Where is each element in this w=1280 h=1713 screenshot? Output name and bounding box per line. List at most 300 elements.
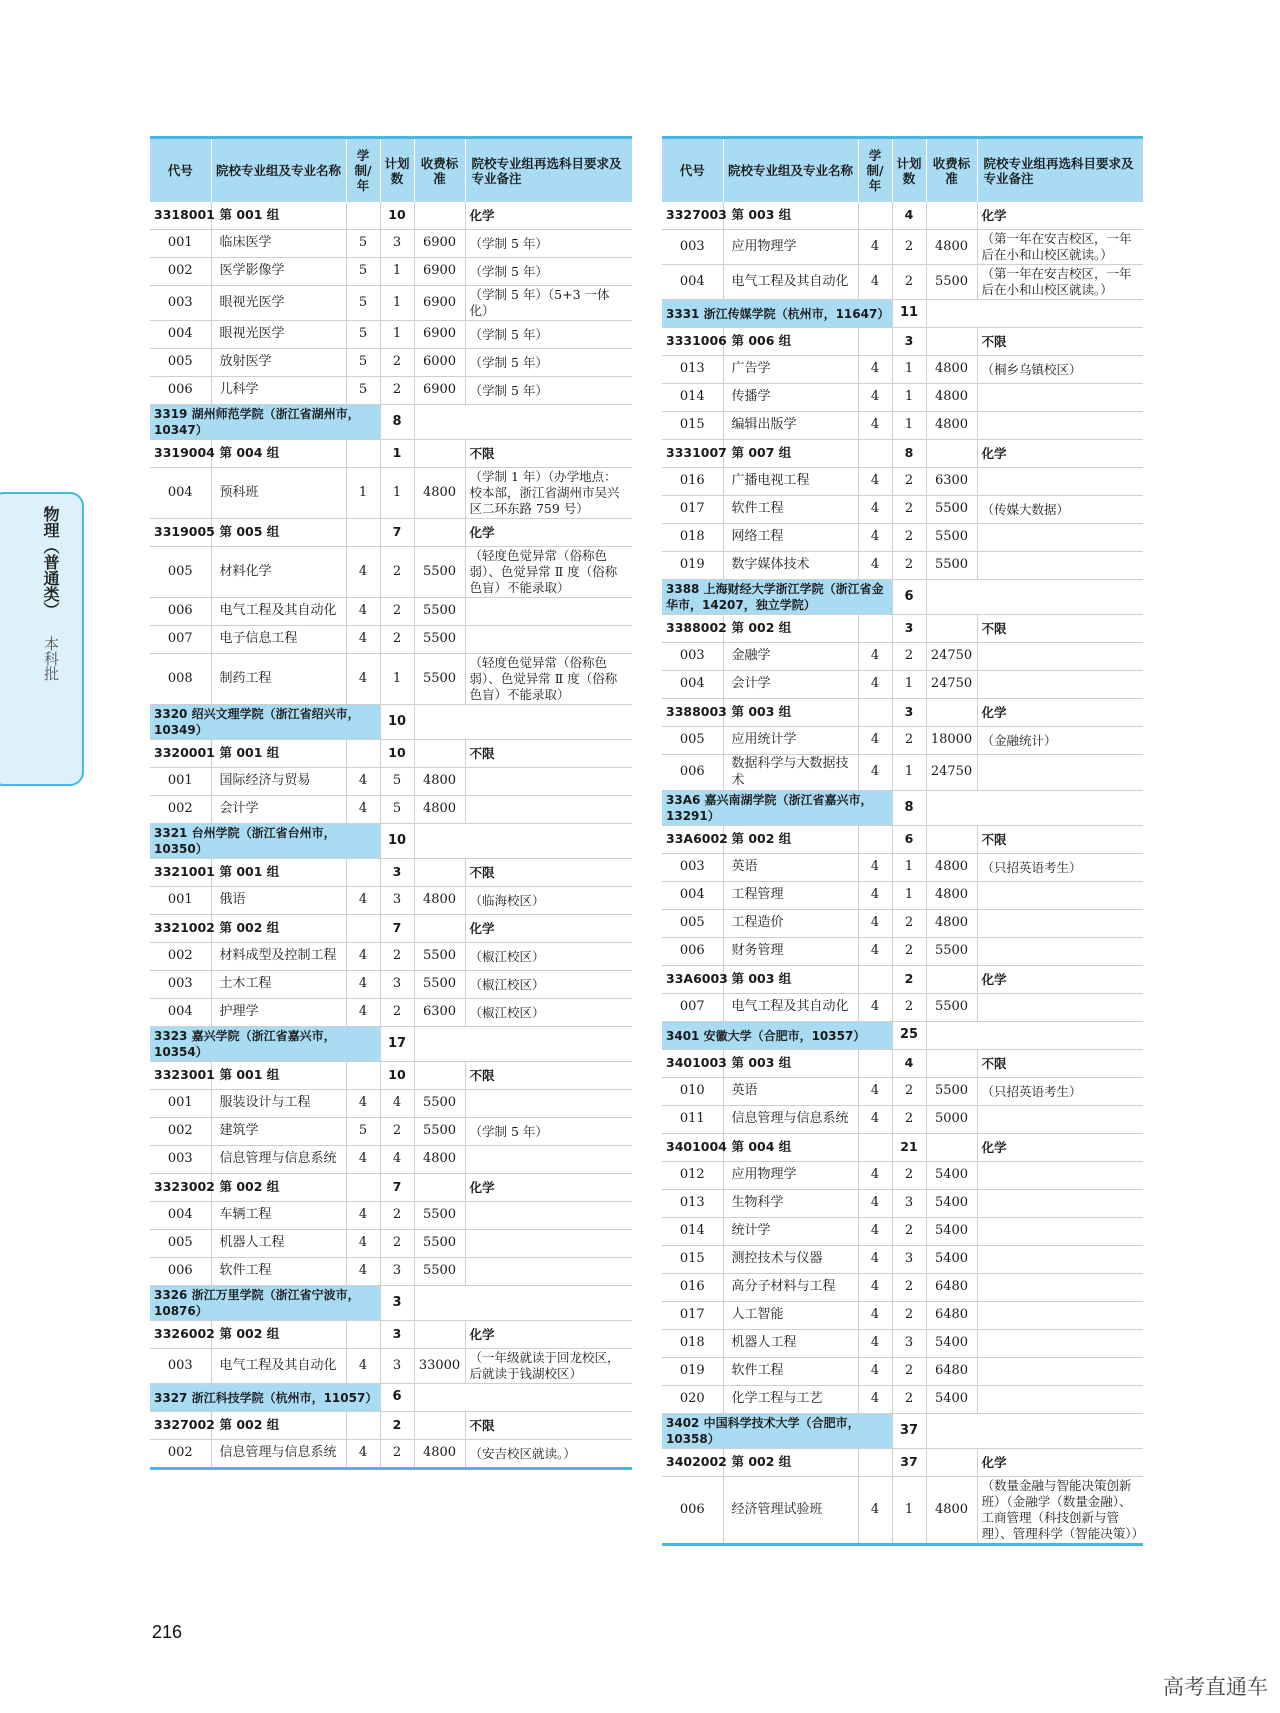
major-plan: 2 <box>892 1386 926 1414</box>
major-duration: 4 <box>346 1349 380 1384</box>
major-plan: 2 <box>380 547 414 598</box>
school-empty <box>414 1286 632 1321</box>
group-plan: 21 <box>892 1134 926 1162</box>
group-plan: 4 <box>892 1050 926 1078</box>
major-plan: 4 <box>380 1090 414 1118</box>
major-duration: 4 <box>858 727 892 755</box>
major-name: 临床医学 <box>211 230 346 258</box>
major-code: 015 <box>662 1246 723 1274</box>
major-code: 010 <box>662 1078 723 1106</box>
major-duration: 4 <box>858 1302 892 1330</box>
major-plan: 1 <box>892 1477 926 1545</box>
group-sys <box>346 1174 380 1202</box>
group-subject-req: 不限 <box>977 615 1143 643</box>
major-row <box>150 377 632 405</box>
header-note: 院校专业组再选科目要求及专业备注 <box>977 138 1143 203</box>
major-row <box>662 384 1143 412</box>
major-name: 信息管理与信息系统 <box>723 1106 858 1134</box>
major-name: 软件工程 <box>723 1358 858 1386</box>
major-plan: 2 <box>380 349 414 377</box>
group-fee <box>414 1174 465 1202</box>
major-code: 016 <box>662 1274 723 1302</box>
major-row <box>662 1330 1143 1358</box>
group-code: 33A6002 <box>662 826 723 854</box>
major-row <box>662 1106 1143 1134</box>
school-plan: 37 <box>892 1414 926 1449</box>
school-name: 3331 浙江传媒学院（杭州市，11647） <box>662 300 892 328</box>
major-name: 材料成型及控制工程 <box>211 943 346 971</box>
major-plan: 3 <box>380 1349 414 1384</box>
group-row <box>662 1134 1143 1162</box>
header-plan: 计划数 <box>892 138 926 203</box>
major-row <box>150 943 632 971</box>
right-column <box>662 136 1143 1546</box>
group-fee <box>414 1062 465 1090</box>
school-name: 3319 湖州师范学院（浙江省湖州市，10347） <box>150 405 380 440</box>
group-row <box>150 519 632 547</box>
major-note: （学制 5 年） <box>465 258 632 286</box>
major-note: （学制 5 年）（5+3 一体化） <box>465 286 632 321</box>
group-name: 第 002 组 <box>723 826 858 854</box>
major-code: 001 <box>150 1090 211 1118</box>
major-duration: 4 <box>858 230 892 265</box>
school-row <box>662 791 1143 826</box>
major-duration: 4 <box>858 1190 892 1218</box>
group-row <box>150 1321 632 1349</box>
major-plan: 2 <box>892 1218 926 1246</box>
major-row <box>662 854 1143 882</box>
school-empty <box>414 1384 632 1412</box>
major-plan: 2 <box>892 1162 926 1190</box>
major-row <box>662 755 1143 791</box>
major-duration: 4 <box>346 943 380 971</box>
major-duration: 4 <box>858 643 892 671</box>
major-fee: 4800 <box>926 854 977 882</box>
major-note <box>977 524 1143 552</box>
major-row <box>662 1386 1143 1414</box>
header-name: 院校专业组及专业名称 <box>211 138 346 203</box>
major-row <box>150 654 632 705</box>
major-plan: 1 <box>380 654 414 705</box>
major-name: 应用物理学 <box>723 230 858 265</box>
major-duration: 4 <box>346 626 380 654</box>
group-row <box>150 915 632 943</box>
major-note <box>977 1386 1143 1414</box>
major-name: 制药工程 <box>211 654 346 705</box>
group-subject-req: 不限 <box>465 740 632 768</box>
group-plan: 37 <box>892 1449 926 1477</box>
major-name: 建筑学 <box>211 1118 346 1146</box>
major-code: 008 <box>150 654 211 705</box>
group-code: 3388002 <box>662 615 723 643</box>
major-duration: 4 <box>346 547 380 598</box>
major-plan: 4 <box>380 1146 414 1174</box>
group-subject-req: 化学 <box>465 1321 632 1349</box>
major-note <box>977 1274 1143 1302</box>
major-plan: 1 <box>892 412 926 440</box>
major-code: 001 <box>150 230 211 258</box>
group-sys <box>346 915 380 943</box>
major-duration: 4 <box>858 882 892 910</box>
group-subject-req: 化学 <box>977 1134 1143 1162</box>
major-name: 眼视光医学 <box>211 286 346 321</box>
major-row <box>662 412 1143 440</box>
group-subject-req: 化学 <box>977 699 1143 727</box>
major-duration: 4 <box>858 468 892 496</box>
major-row <box>662 1078 1143 1106</box>
major-code: 014 <box>662 384 723 412</box>
major-fee: 5400 <box>926 1190 977 1218</box>
group-subject-req: 不限 <box>465 859 632 887</box>
major-code: 002 <box>150 258 211 286</box>
group-fee <box>926 826 977 854</box>
major-note <box>977 552 1143 580</box>
major-duration: 5 <box>346 377 380 405</box>
major-code: 006 <box>150 377 211 405</box>
major-fee: 4800 <box>926 1477 977 1545</box>
major-duration: 4 <box>346 971 380 999</box>
major-note <box>977 1218 1143 1246</box>
major-duration: 4 <box>858 1477 892 1545</box>
group-name: 第 001 组 <box>211 740 346 768</box>
major-name: 软件工程 <box>211 1258 346 1286</box>
major-note <box>977 994 1143 1022</box>
page-number: 216 <box>152 1622 183 1642</box>
major-duration: 4 <box>858 1330 892 1358</box>
major-duration: 4 <box>346 1090 380 1118</box>
major-code: 006 <box>150 598 211 626</box>
major-name: 金融学 <box>723 643 858 671</box>
group-code: 3402002 <box>662 1449 723 1477</box>
major-duration: 4 <box>858 1106 892 1134</box>
major-note: （椒江校区） <box>465 971 632 999</box>
major-note <box>465 1202 632 1230</box>
major-name: 数字媒体技术 <box>723 552 858 580</box>
major-duration: 5 <box>346 230 380 258</box>
major-note <box>465 796 632 824</box>
major-name: 护理学 <box>211 999 346 1027</box>
major-code: 004 <box>150 468 211 519</box>
major-plan: 2 <box>892 643 926 671</box>
group-code: 3401003 <box>662 1050 723 1078</box>
major-row <box>150 887 632 915</box>
group-subject-req: 化学 <box>465 915 632 943</box>
major-fee: 5500 <box>414 1258 465 1286</box>
group-sys <box>346 859 380 887</box>
major-note <box>465 1090 632 1118</box>
major-duration: 5 <box>346 349 380 377</box>
group-fee <box>414 1321 465 1349</box>
group-subject-req: 化学 <box>465 202 632 230</box>
major-row <box>662 727 1143 755</box>
group-plan: 3 <box>892 615 926 643</box>
school-name: 3402 中国科学技术大学（合肥市，10358） <box>662 1414 892 1449</box>
major-fee: 5400 <box>926 1218 977 1246</box>
major-name: 电气工程及其自动化 <box>211 1349 346 1384</box>
major-code: 015 <box>662 412 723 440</box>
major-note: （椒江校区） <box>465 999 632 1027</box>
major-duration: 4 <box>346 1440 380 1469</box>
group-plan: 8 <box>892 440 926 468</box>
watermark: 高考直通车 <box>1163 1675 1268 1699</box>
group-name: 第 001 组 <box>211 1062 346 1090</box>
school-name: 3327 浙江科技学院（杭州市，11057） <box>150 1384 380 1412</box>
group-name: 第 002 组 <box>211 1321 346 1349</box>
major-name: 服装设计与工程 <box>211 1090 346 1118</box>
major-code: 007 <box>150 626 211 654</box>
major-duration: 5 <box>346 258 380 286</box>
school-empty <box>926 791 1143 826</box>
header-code: 代号 <box>150 138 211 203</box>
major-row <box>150 1146 632 1174</box>
major-plan: 2 <box>892 468 926 496</box>
major-code: 019 <box>662 1358 723 1386</box>
major-fee: 5400 <box>926 1162 977 1190</box>
major-fee: 5500 <box>414 971 465 999</box>
group-sys <box>346 1321 380 1349</box>
major-note <box>977 468 1143 496</box>
major-name: 眼视光医学 <box>211 321 346 349</box>
group-sys <box>858 328 892 356</box>
major-duration: 4 <box>346 1146 380 1174</box>
group-row <box>662 966 1143 994</box>
major-code: 004 <box>150 999 211 1027</box>
group-code: 3319005 <box>150 519 211 547</box>
group-fee <box>926 202 977 230</box>
group-plan: 3 <box>380 859 414 887</box>
major-fee: 6480 <box>926 1302 977 1330</box>
admission-table-left <box>150 136 632 1470</box>
major-code: 003 <box>662 854 723 882</box>
major-code: 001 <box>150 768 211 796</box>
group-code: 3321001 <box>150 859 211 887</box>
school-empty <box>926 1414 1143 1449</box>
major-name: 电气工程及其自动化 <box>211 598 346 626</box>
major-row <box>662 1358 1143 1386</box>
major-code: 016 <box>662 468 723 496</box>
side-tab-subtitle: 本科批 <box>42 636 60 681</box>
major-name: 土木工程 <box>211 971 346 999</box>
major-row <box>150 768 632 796</box>
school-name: 3388 上海财经大学浙江学院（浙江省金华市，14207，独立学院） <box>662 580 892 615</box>
major-row <box>150 999 632 1027</box>
table-header-row <box>150 138 632 203</box>
major-duration: 4 <box>858 265 892 300</box>
major-row <box>150 626 632 654</box>
major-row <box>662 552 1143 580</box>
major-fee: 5500 <box>926 938 977 966</box>
major-plan: 2 <box>380 999 414 1027</box>
major-name: 测控技术与仪器 <box>723 1246 858 1274</box>
major-fee: 5500 <box>414 654 465 705</box>
major-name: 广告学 <box>723 356 858 384</box>
major-name: 高分子材料与工程 <box>723 1274 858 1302</box>
major-fee: 6900 <box>414 258 465 286</box>
major-row <box>150 468 632 519</box>
major-name: 应用物理学 <box>723 1162 858 1190</box>
school-plan: 8 <box>892 791 926 826</box>
school-empty <box>926 580 1143 615</box>
group-row <box>150 1062 632 1090</box>
group-subject-req: 化学 <box>465 1174 632 1202</box>
group-subject-req: 不限 <box>465 440 632 468</box>
major-row <box>150 971 632 999</box>
major-name: 电气工程及其自动化 <box>723 265 858 300</box>
school-name: 33A6 嘉兴南湖学院（浙江省嘉兴市，13291） <box>662 791 892 826</box>
group-code: 3331007 <box>662 440 723 468</box>
major-duration: 4 <box>858 552 892 580</box>
group-row <box>150 202 632 230</box>
major-fee: 5500 <box>926 265 977 300</box>
group-fee <box>926 615 977 643</box>
school-plan: 10 <box>380 824 414 859</box>
group-name: 第 007 组 <box>723 440 858 468</box>
major-plan: 1 <box>892 384 926 412</box>
school-row <box>150 1027 632 1062</box>
major-note: （椒江校区） <box>465 943 632 971</box>
major-plan: 2 <box>892 496 926 524</box>
major-code: 013 <box>662 356 723 384</box>
major-code: 003 <box>150 1349 211 1384</box>
major-name: 传播学 <box>723 384 858 412</box>
major-name: 生物科学 <box>723 1190 858 1218</box>
major-row <box>150 1440 632 1469</box>
major-row <box>662 496 1143 524</box>
major-note <box>977 1106 1143 1134</box>
major-fee: 5500 <box>926 994 977 1022</box>
group-name: 第 005 组 <box>211 519 346 547</box>
major-duration: 4 <box>858 938 892 966</box>
major-plan: 2 <box>892 1274 926 1302</box>
school-row <box>150 1286 632 1321</box>
major-fee: 4800 <box>926 356 977 384</box>
major-code: 004 <box>662 671 723 699</box>
major-note <box>977 910 1143 938</box>
group-sys <box>858 1449 892 1477</box>
group-sys <box>858 615 892 643</box>
major-name: 预科班 <box>211 468 346 519</box>
group-plan: 4 <box>892 202 926 230</box>
group-code: 3401004 <box>662 1134 723 1162</box>
major-name: 广播电视工程 <box>723 468 858 496</box>
major-name: 信息管理与信息系统 <box>211 1146 346 1174</box>
major-plan: 2 <box>380 626 414 654</box>
major-plan: 2 <box>380 1202 414 1230</box>
group-fee <box>926 328 977 356</box>
major-note <box>977 384 1143 412</box>
major-duration: 5 <box>346 286 380 321</box>
major-note <box>977 1358 1143 1386</box>
major-row <box>662 910 1143 938</box>
major-plan: 2 <box>892 1358 926 1386</box>
group-sys <box>858 202 892 230</box>
major-fee: 5500 <box>414 1230 465 1258</box>
school-plan: 11 <box>892 300 926 328</box>
major-row <box>662 1477 1143 1545</box>
group-row <box>662 699 1143 727</box>
major-plan: 1 <box>380 468 414 519</box>
major-plan: 2 <box>380 1440 414 1469</box>
major-fee: 4800 <box>926 412 977 440</box>
major-name: 工程造价 <box>723 910 858 938</box>
major-fee: 5500 <box>414 547 465 598</box>
major-note: （安吉校区就读。） <box>465 1440 632 1469</box>
side-tab-title: 物理（普通类） <box>41 506 60 618</box>
major-code: 004 <box>150 1202 211 1230</box>
major-note <box>465 1146 632 1174</box>
major-plan: 2 <box>892 1302 926 1330</box>
major-code: 014 <box>662 1218 723 1246</box>
group-name: 第 003 组 <box>723 1050 858 1078</box>
major-row <box>150 796 632 824</box>
group-name: 第 006 组 <box>723 328 858 356</box>
header-note: 院校专业组再选科目要求及专业备注 <box>465 138 632 203</box>
major-row <box>662 265 1143 300</box>
major-name: 英语 <box>723 1078 858 1106</box>
major-duration: 4 <box>346 768 380 796</box>
group-code: 33A6003 <box>662 966 723 994</box>
major-name: 机器人工程 <box>723 1330 858 1358</box>
major-plan: 2 <box>380 943 414 971</box>
major-fee: 6900 <box>414 377 465 405</box>
school-row <box>150 705 632 740</box>
major-note <box>465 1258 632 1286</box>
school-empty <box>414 1027 632 1062</box>
major-note <box>977 882 1143 910</box>
group-sys <box>346 202 380 230</box>
major-plan: 5 <box>380 768 414 796</box>
major-note: （学制 5 年） <box>465 321 632 349</box>
major-plan: 3 <box>380 230 414 258</box>
major-duration: 4 <box>858 384 892 412</box>
major-duration: 4 <box>346 1230 380 1258</box>
major-fee: 4800 <box>414 468 465 519</box>
group-subject-req: 不限 <box>977 1050 1143 1078</box>
group-sys <box>858 826 892 854</box>
group-code: 3321002 <box>150 915 211 943</box>
major-plan: 5 <box>380 796 414 824</box>
major-note: （金融统计） <box>977 727 1143 755</box>
major-plan: 2 <box>380 1230 414 1258</box>
major-duration: 4 <box>858 854 892 882</box>
group-plan: 7 <box>380 1174 414 1202</box>
major-fee: 4800 <box>414 1146 465 1174</box>
group-plan: 10 <box>380 202 414 230</box>
major-note: （传媒大数据） <box>977 496 1143 524</box>
major-plan: 1 <box>380 258 414 286</box>
major-fee: 5000 <box>926 1106 977 1134</box>
major-plan: 2 <box>380 377 414 405</box>
major-code: 018 <box>662 524 723 552</box>
major-duration: 4 <box>346 1202 380 1230</box>
major-name: 工程管理 <box>723 882 858 910</box>
major-note <box>977 671 1143 699</box>
major-code: 006 <box>662 1477 723 1545</box>
group-fee <box>414 519 465 547</box>
major-duration: 4 <box>858 524 892 552</box>
group-plan: 2 <box>892 966 926 994</box>
major-code: 005 <box>662 727 723 755</box>
major-name: 软件工程 <box>723 496 858 524</box>
group-plan: 7 <box>380 915 414 943</box>
group-name: 第 002 组 <box>723 615 858 643</box>
major-name: 医学影像学 <box>211 258 346 286</box>
major-code: 003 <box>662 230 723 265</box>
major-fee: 4800 <box>926 384 977 412</box>
major-code: 013 <box>662 1190 723 1218</box>
major-row <box>150 1118 632 1146</box>
group-subject-req: 不限 <box>977 826 1143 854</box>
